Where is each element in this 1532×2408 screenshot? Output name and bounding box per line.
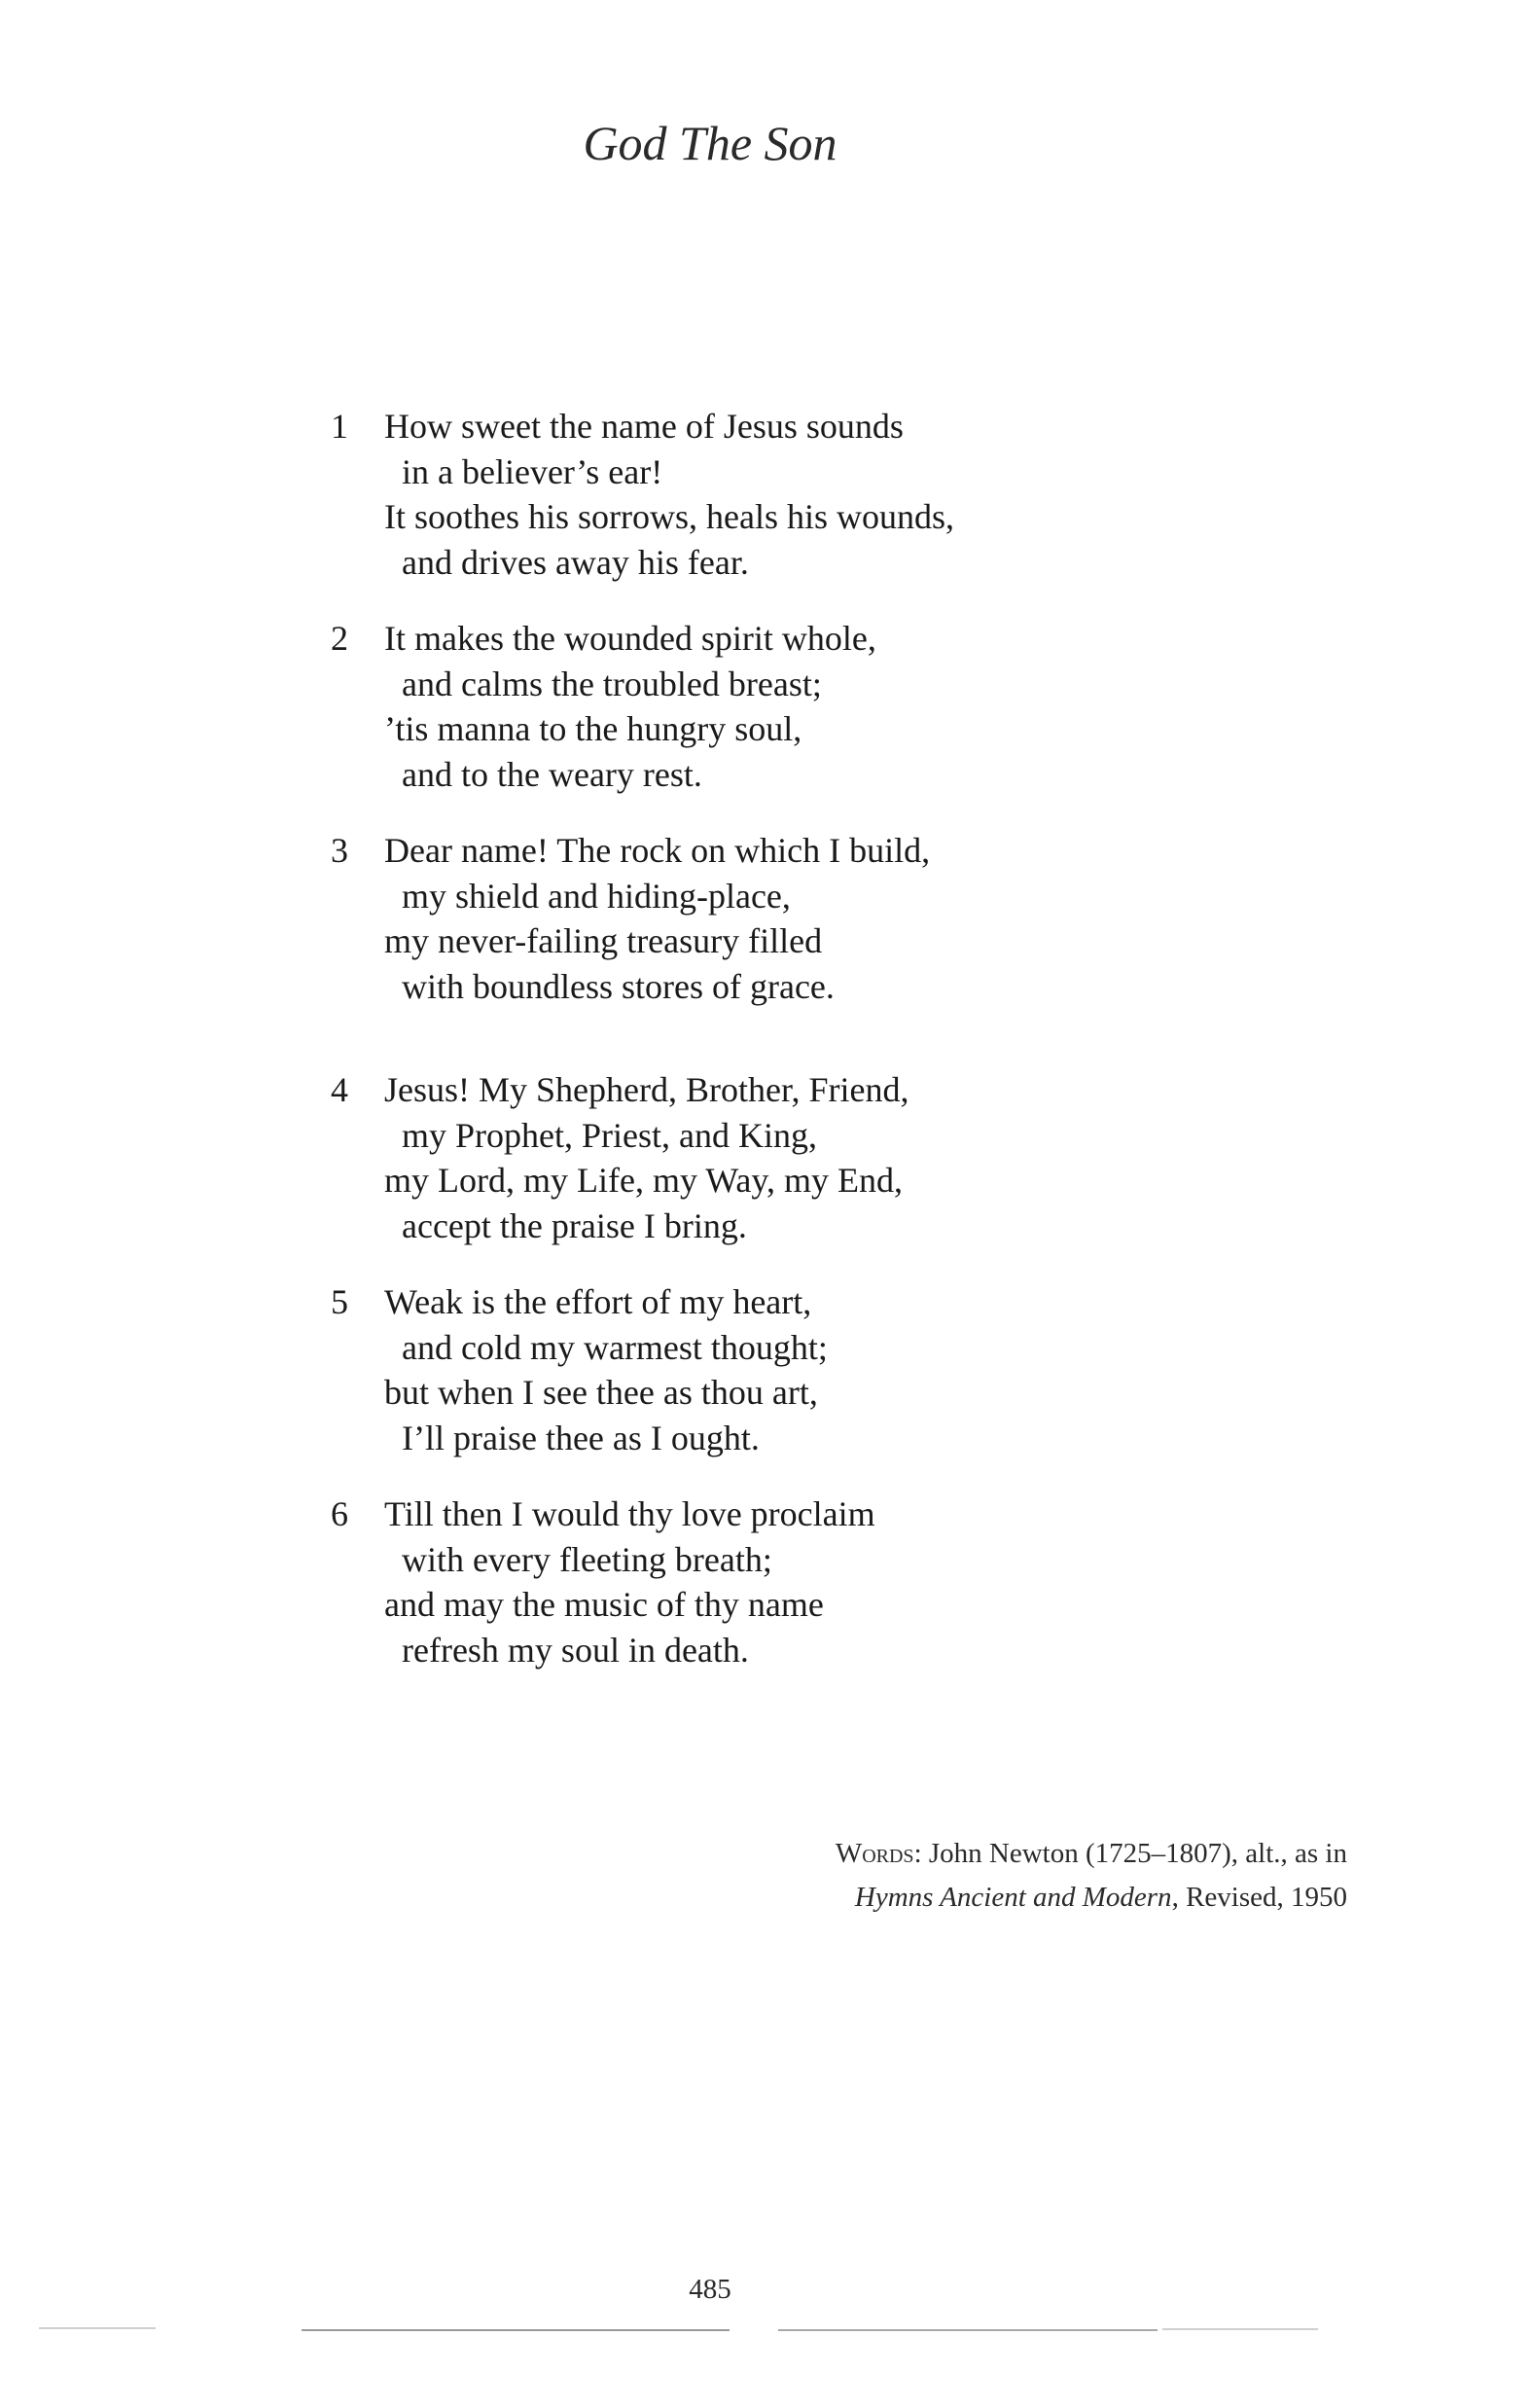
verse-line: Dear name! The rock on which I build, bbox=[384, 831, 931, 870]
credits-source-edition: , Revised, 1950 bbox=[1171, 1882, 1347, 1913]
verse-line: with every fleeting breath; bbox=[402, 1539, 772, 1579]
verse-line: and calms the troubled breast; bbox=[402, 664, 822, 703]
verse-number: 5 bbox=[331, 1282, 348, 1321]
page-number: 485 bbox=[689, 2274, 731, 2305]
verse-line: Jesus! My Shepherd, Brother, Friend, bbox=[384, 1070, 909, 1109]
verse-line: and cold my warmest thought; bbox=[402, 1327, 828, 1367]
verse-line: with boundless stores of grace. bbox=[402, 966, 835, 1006]
verse-number: 1 bbox=[331, 407, 348, 446]
verse-line: refresh my soul in death. bbox=[402, 1630, 749, 1670]
verse-line: Till then I would thy love proclaim bbox=[384, 1494, 875, 1533]
verse-line: Weak is the effort of my heart, bbox=[384, 1282, 812, 1321]
verse-line: but when I see thee as thou art, bbox=[384, 1373, 818, 1412]
verse bbox=[331, 828, 1206, 1009]
verse-line: It makes the wounded spirit whole, bbox=[384, 619, 876, 658]
verse-line: and may the music of thy name bbox=[384, 1585, 824, 1624]
credits-source-title: Hymns Ancient and Modern bbox=[854, 1882, 1172, 1913]
credits-source-line bbox=[681, 1876, 1347, 1920]
verse bbox=[331, 1067, 1206, 1248]
verse-number: 6 bbox=[331, 1494, 348, 1533]
hymn-credits bbox=[681, 1832, 1347, 1920]
verse-line: How sweet the name of Jesus sounds bbox=[384, 407, 904, 446]
verse bbox=[331, 1279, 1206, 1460]
verse-number: 4 bbox=[331, 1070, 348, 1109]
verse bbox=[331, 404, 1206, 585]
hymn-text bbox=[331, 404, 1206, 1672]
verse-line: my never-failing treasury filled bbox=[384, 921, 823, 960]
footer-rule bbox=[39, 2327, 156, 2329]
verse-line: accept the praise I bring. bbox=[402, 1205, 747, 1245]
verse-number: 3 bbox=[331, 831, 348, 870]
credits-author: John Newton (1725–1807), alt., as in bbox=[928, 1838, 1347, 1869]
footer-rule bbox=[778, 2329, 1158, 2331]
credits-author-line: Words: John Newton (1725–1807), alt., as in bbox=[835, 1838, 1347, 1869]
verse-number: 2 bbox=[331, 619, 348, 658]
page-title: God The Son bbox=[583, 116, 837, 170]
verse-line: in a believer’s ear! bbox=[402, 451, 663, 491]
verse bbox=[331, 616, 1206, 797]
verse-line: and drives away his fear. bbox=[402, 542, 749, 582]
verse-line: my shield and hiding-place, bbox=[402, 876, 791, 916]
verse-line: and to the weary rest. bbox=[402, 754, 702, 794]
footer-rule bbox=[1162, 2328, 1318, 2330]
verse bbox=[331, 1492, 1206, 1672]
verse-line: my Prophet, Priest, and King, bbox=[402, 1115, 817, 1155]
credits-label: Words bbox=[835, 1838, 914, 1869]
footer-rule bbox=[302, 2329, 730, 2331]
verse-line: ’tis manna to the hungry soul, bbox=[384, 709, 802, 748]
verse-line: my Lord, my Life, my Way, my End, bbox=[384, 1161, 904, 1200]
verse-line: It soothes his sorrows, heals his wounds, bbox=[384, 497, 954, 536]
verse-line: I’ll praise thee as I ought. bbox=[402, 1418, 760, 1457]
